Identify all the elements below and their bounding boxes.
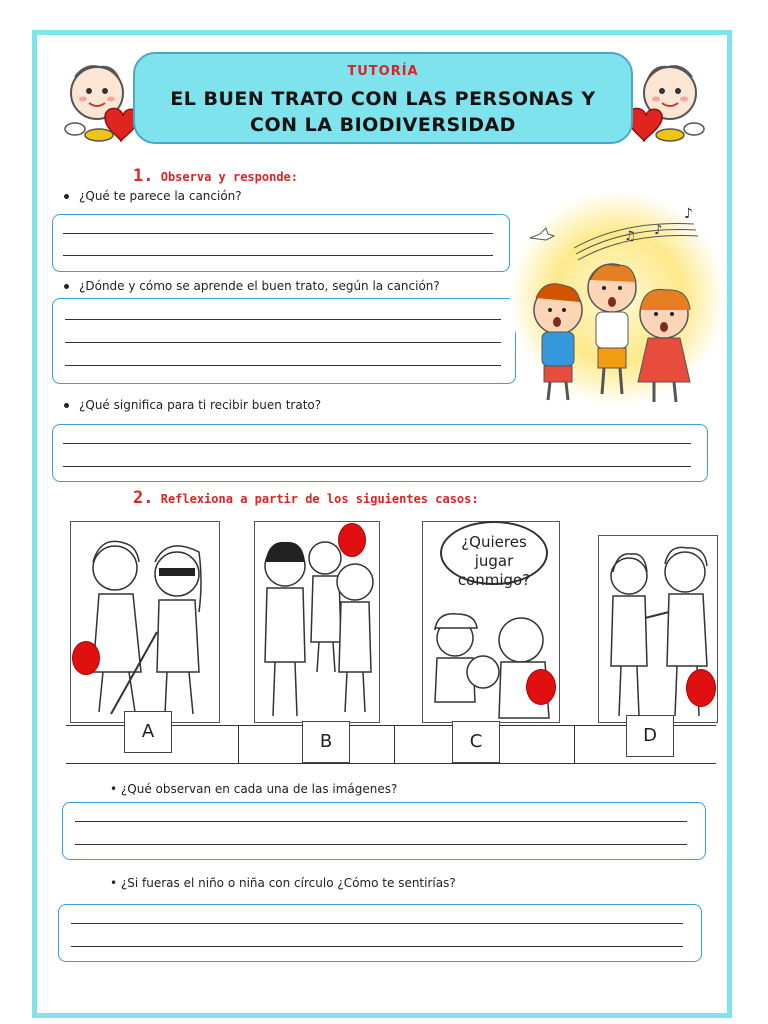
case-b-label: B [302, 721, 350, 763]
answer-line [63, 466, 691, 467]
case-d-label: D [626, 715, 674, 757]
answer-line [75, 844, 687, 845]
mascot-with-heart-right [622, 55, 712, 145]
case-a-label: A [124, 711, 172, 753]
case-divider [238, 725, 239, 763]
question-3 [64, 398, 321, 412]
answer-box-2[interactable] [52, 298, 516, 384]
answer-line [63, 255, 493, 256]
case-a-drawing [71, 522, 219, 722]
answer-line [65, 342, 501, 343]
section-1-number: 1. [133, 166, 154, 186]
case-divider [574, 725, 575, 763]
answer-line [71, 946, 683, 947]
question-4: • ¿Qué observan en cada una de las imágenes? [110, 782, 398, 796]
case-d-circle-marker [686, 669, 716, 707]
music-note-icon: ♪ [684, 206, 693, 222]
case-c-speech-bubble [440, 521, 548, 589]
answer-box-5[interactable] [58, 904, 702, 962]
section-1-heading [133, 166, 298, 186]
case-a-circle-marker [72, 641, 100, 675]
answer-line [65, 319, 501, 320]
answer-line [75, 821, 687, 822]
title-banner [133, 52, 633, 144]
question-2-text: ¿Dónde y cómo se aprende el buen trato, según la canción? [79, 279, 440, 293]
cases-illustration [66, 515, 716, 765]
section-2-title: Reflexiona a partir de los siguientes casos: [160, 492, 479, 506]
mascot-with-heart-left [55, 55, 145, 145]
singing-children-illustration [504, 190, 732, 412]
bullet-icon [64, 194, 69, 199]
section-1-title: Observa y responde: [160, 170, 298, 184]
question-1-text: ¿Qué te parece la canción? [79, 189, 242, 203]
answer-box-1[interactable] [52, 214, 510, 272]
answer-line [63, 233, 493, 234]
question-5: • ¿Si fueras el niño o niña con círculo ¿Cómo te sentirías? [110, 876, 456, 890]
svg-text:♪: ♪ [654, 223, 663, 238]
case-b-circle-marker [338, 523, 366, 557]
svg-text:♫: ♫ [624, 229, 636, 244]
title-line-2: CON LA BIODIVERSIDAD [250, 114, 516, 136]
title-line-1: EL BUEN TRATO CON LAS PERSONAS Y [170, 88, 596, 110]
question-1 [64, 189, 242, 203]
banner-kicker: TUTORÍA [347, 64, 419, 79]
answer-box-4[interactable] [62, 802, 706, 860]
question-2 [64, 279, 440, 293]
cases-baseline [66, 763, 716, 764]
bullet-icon [64, 284, 69, 289]
case-divider [394, 725, 395, 763]
answer-line [63, 443, 691, 444]
answer-box-3[interactable] [52, 424, 708, 482]
section-2-heading [133, 488, 479, 508]
case-a-panel [70, 521, 220, 723]
section-2-number: 2. [133, 488, 154, 508]
bullet-icon [64, 403, 69, 408]
answer-line [65, 365, 501, 366]
question-3-text: ¿Qué significa para ti recibir buen trato? [79, 398, 322, 412]
answer-line [71, 923, 683, 924]
page-title [135, 86, 631, 138]
case-c-label: C [452, 721, 500, 763]
case-c-circle-marker [526, 669, 556, 705]
case-c-speech-text: ¿Quieres jugar conmigo? [457, 533, 531, 589]
